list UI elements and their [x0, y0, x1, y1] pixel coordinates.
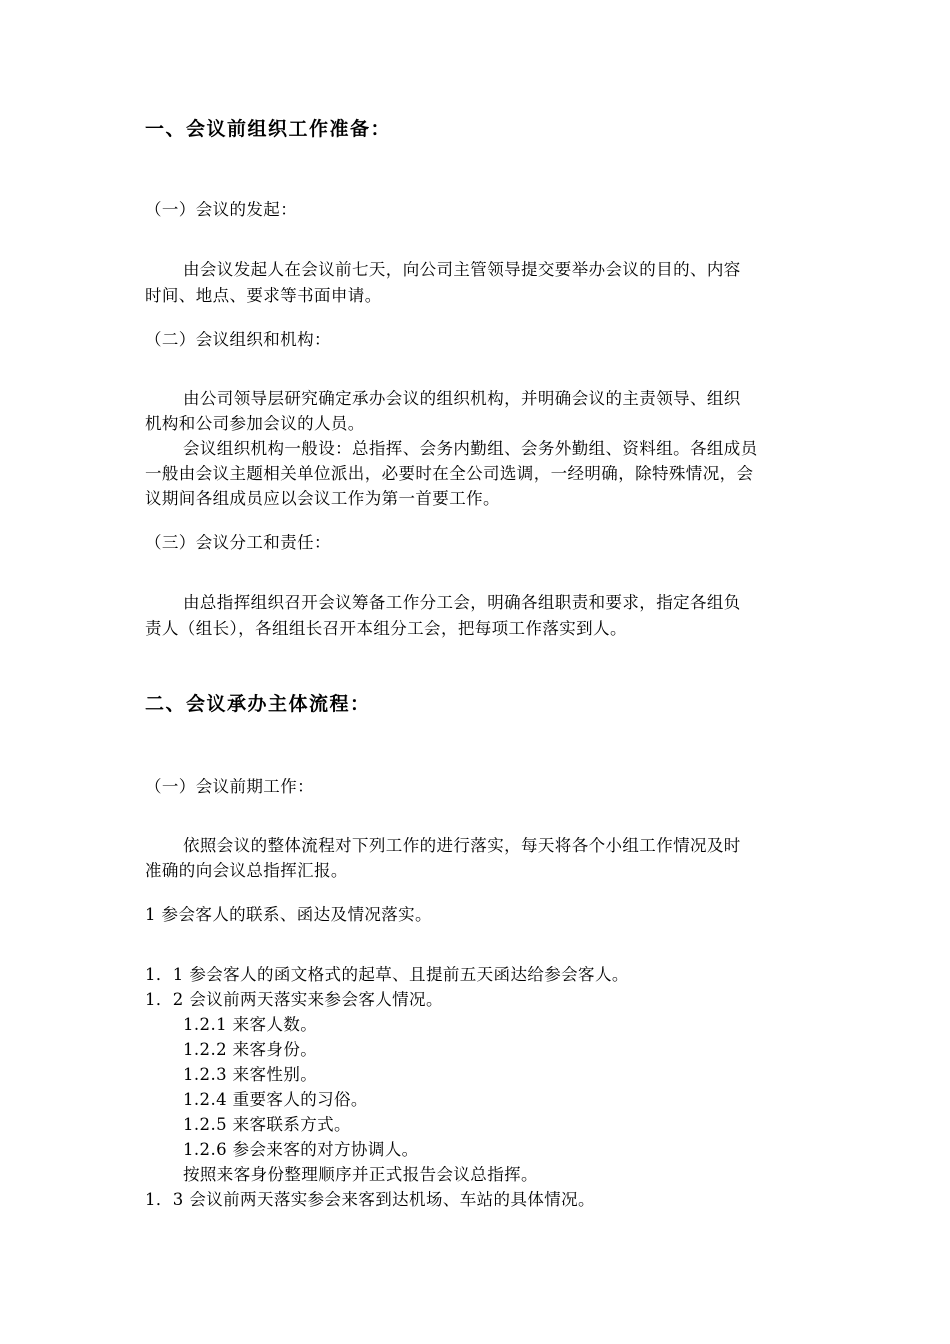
subsection-1-2-heading: （二）会议组织和机构： — [145, 330, 331, 349]
paragraph-line: 由公司领导层研究确定承办会议的组织机构，并明确会议的主责领导、组织 — [183, 389, 741, 408]
paragraph-line: 准确的向会议总指挥汇报。 — [145, 861, 348, 880]
paragraph-line: 会议组织机构一般设：总指挥、会务内勤组、会务外勤组、资料组。各组成员 — [183, 439, 758, 458]
sub-list-item: 1.2.5 来客联系方式。 — [183, 1115, 351, 1134]
subsection-2-1-heading: （一）会议前期工作： — [145, 777, 314, 796]
subsection-1-1-heading: （一）会议的发起： — [145, 200, 298, 219]
paragraph-line: 议期间各组成员应以会议工作为第一首要工作。 — [145, 489, 500, 508]
list-note: 按照来客身份整理顺序并正式报告会议总指挥。 — [183, 1165, 538, 1184]
paragraph-line: 机构和公司参加会议的人员。 — [145, 414, 365, 433]
list-item: 1．2 会议前两天落实来参会客人情况。 — [145, 990, 443, 1009]
paragraph-line: 依照会议的整体流程对下列工作的进行落实，每天将各个小组工作情况及时 — [183, 836, 741, 855]
sub-list-item: 1.2.2 来客身份。 — [183, 1040, 318, 1059]
paragraph-line: 责人（组长），各组组长召开本组分工会，把每项工作落实到人。 — [145, 619, 627, 638]
section-1-heading: 一、会议前组织工作准备： — [145, 118, 392, 140]
subsection-1-3-heading: （三）会议分工和责任： — [145, 533, 331, 552]
paragraph-line: 一般由会议主题相关单位派出，必要时在全公司选调，一经明确，除特殊情况，会 — [145, 464, 754, 483]
paragraph-line: 由会议发起人在会议前七天，向公司主管领导提交要举办会议的目的、内容 — [183, 260, 741, 279]
sub-list-item: 1.2.3 来客性别。 — [183, 1065, 318, 1084]
sub-list-item: 1.2.4 重要客人的习俗。 — [183, 1090, 368, 1109]
sub-list-item: 1.2.6 参会来客的对方协调人。 — [183, 1140, 419, 1159]
paragraph-line: 由总指挥组织召开会议筹备工作分工会，明确各组职责和要求，指定各组负 — [183, 593, 741, 612]
section-2-heading: 二、会议承办主体流程： — [145, 693, 371, 715]
list-item: 1．1 参会客人的函文格式的起草、且提前五天函达给参会客人。 — [145, 965, 629, 984]
paragraph-line: 时间、地点、要求等书面申请。 — [145, 286, 382, 305]
list-item: 1 参会客人的联系、函达及情况落实。 — [145, 905, 432, 924]
list-item: 1．3 会议前两天落实参会来客到达机场、车站的具体情况。 — [145, 1190, 595, 1209]
sub-list-item: 1.2.1 来客人数。 — [183, 1015, 318, 1034]
